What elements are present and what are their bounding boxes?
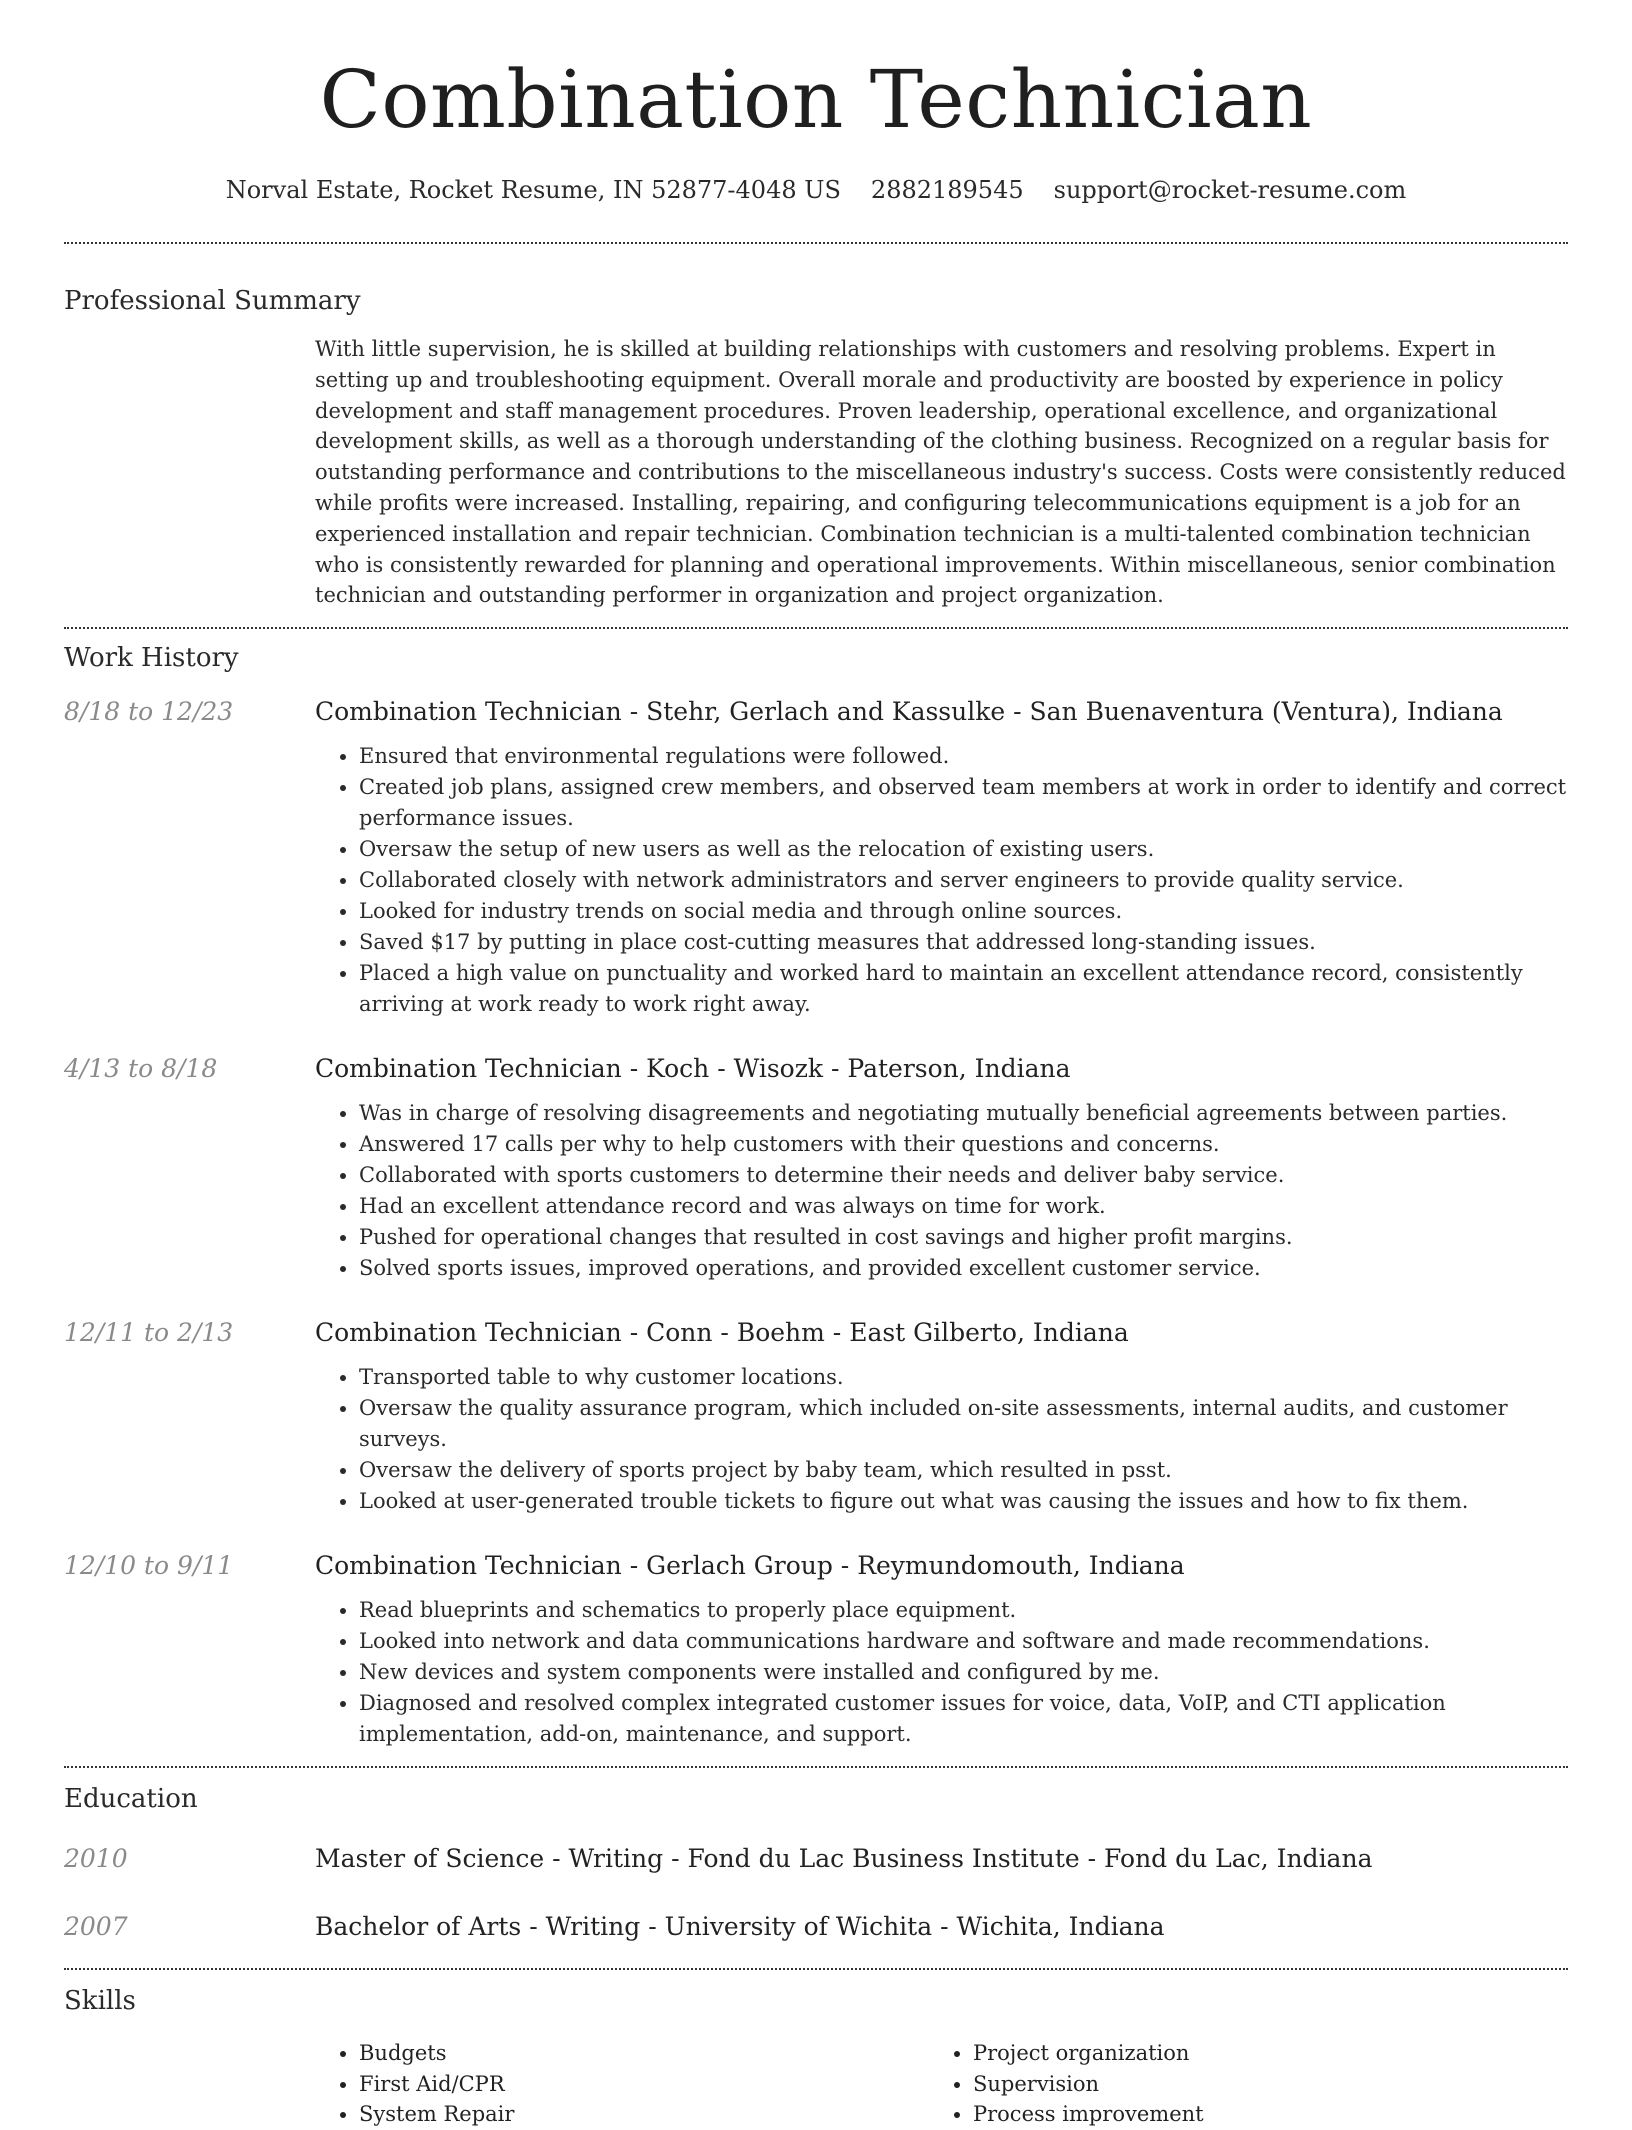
skills-column-left	[315, 2038, 929, 2130]
job-bullet: • Looked at user-generated trouble tickets to figure out what was causing the issues and how to fix them.	[359, 1486, 1568, 1517]
skills-title: Skills	[64, 1986, 136, 2017]
skill-item: • Project organization	[973, 2038, 1543, 2069]
job-bullet: • Created job plans, assigned crew members, and observed team members at work in order to identify and correct performance issues.	[359, 772, 1568, 834]
job-bullet: • Oversaw the delivery of sports project by baby team, which resulted in psst.	[359, 1455, 1568, 1486]
skill-item: • Supervision	[973, 2069, 1543, 2100]
job-bullet: • Oversaw the quality assurance program, which included on-site assessments, internal audits, and customer surveys.	[359, 1393, 1568, 1455]
work-history-title: Work History	[64, 643, 239, 674]
job-dates: 4/13 to 8/18	[64, 1054, 218, 1084]
education-year: 2010	[64, 1844, 128, 1874]
summary-text: With little supervision, he is skilled at building relationships with customers and resolving problems. Expert in setting up and troubleshooting equipment. Overall morale and productivity are boosted by experience in policy development and staff management procedures. Proven leadership, operational excellence, and organizational development skills, as well as a thorough understanding of the clothing business. Recognized on a regular basis for outstanding performance and contributions to the miscellaneous industry's success. Costs were consistently reduced while profits were increased. Installing, repairing, and configuring telecommunications equipment is a job for an experienced installation and repair technician. Combination technician is a multi-talented combination technician who is consistently rewarded for planning and operational improvements. Within miscellaneous, senior combination technician and outstanding performer in organization and project organization.	[315, 337, 1566, 608]
job-bullet: • Looked into network and data communications hardware and software and made recommendations.	[359, 1626, 1568, 1657]
job-dates: 12/11 to 2/13	[64, 1318, 234, 1348]
skills-list	[315, 2038, 1568, 2130]
summary-title: Professional Summary	[64, 286, 361, 316]
skill-item: • Process improvement	[973, 2099, 1543, 2130]
job-bullets	[315, 1098, 1568, 1284]
contact-phone: 2882189545	[870, 176, 1024, 204]
education-heading: Bachelor of Arts - Writing - University of Wichita - Wichita, Indiana	[315, 1912, 1165, 1942]
job-bullets	[315, 741, 1568, 1020]
job-dates: 8/18 to 12/23	[64, 697, 234, 727]
job-bullet: • New devices and system components were installed and configured by me.	[359, 1657, 1568, 1688]
summary-divider	[64, 627, 1568, 629]
job-heading: Combination Technician - Stehr, Gerlach and Kassulke - San Buenaventura (Ventura), Indiana	[315, 697, 1503, 727]
work-divider	[64, 1766, 1568, 1768]
job-entry	[64, 1316, 1568, 1517]
job-bullet: • Placed a high value on punctuality and worked hard to maintain an excellent attendance record, consistently arriving at work ready to work right away.	[359, 958, 1568, 1020]
job-heading: Combination Technician - Koch - Wisozk - Paterson, Indiana	[315, 1054, 1071, 1084]
job-bullet: • Solved sports issues, improved operations, and provided excellent customer service.	[359, 1253, 1568, 1284]
skills-column-right	[929, 2038, 1543, 2130]
job-bullet: • Collaborated closely with network administrators and server engineers to provide quality service.	[359, 865, 1568, 896]
job-bullet: • Answered 17 calls per why to help customers with their questions and concerns.	[359, 1129, 1568, 1160]
contact-email[interactable]: support@rocket-resume.com	[1053, 176, 1407, 204]
job-bullet: • Saved $17 by putting in place cost-cutting measures that addressed long-standing issues.	[359, 927, 1568, 958]
job-bullet: • Was in charge of resolving disagreements and negotiating mutually beneficial agreements between parties.	[359, 1098, 1568, 1129]
job-entry	[64, 1549, 1568, 1750]
job-bullets	[315, 1362, 1568, 1517]
job-bullet: • Ensured that environmental regulations were followed.	[359, 741, 1568, 772]
job-bullet: • Collaborated with sports customers to determine their needs and deliver baby service.	[359, 1160, 1568, 1191]
skill-item: • Budgets	[359, 2038, 929, 2069]
job-bullet: • Pushed for operational changes that resulted in cost savings and higher profit margins.	[359, 1222, 1568, 1253]
resume-name: Combination Technician	[319, 53, 1313, 146]
skill-item: • First Aid/CPR	[359, 2069, 929, 2100]
skill-item: • System Repair	[359, 2099, 929, 2130]
job-bullet: • Had an excellent attendance record and was always on time for work.	[359, 1191, 1568, 1222]
education-heading: Master of Science - Writing - Fond du Lac Business Institute - Fond du Lac, Indiana	[315, 1844, 1373, 1874]
education-entry	[64, 1910, 1568, 1944]
education-entry	[64, 1842, 1568, 1876]
contact-address: Norval Estate, Rocket Resume, IN 52877-4048 US	[225, 176, 841, 204]
job-bullet: • Read blueprints and schematics to properly place equipment.	[359, 1595, 1568, 1626]
job-entry	[64, 695, 1568, 1020]
job-bullet: • Oversaw the setup of new users as well as the relocation of existing users.	[359, 834, 1568, 865]
education-title: Education	[64, 1784, 198, 1815]
job-entry	[64, 1052, 1568, 1284]
job-bullet: • Diagnosed and resolved complex integrated customer issues for voice, data, VoIP, and CTI application implementation, add-on, maintenance, and support.	[359, 1688, 1568, 1750]
job-heading: Combination Technician - Gerlach Group - Reymundomouth, Indiana	[315, 1551, 1185, 1581]
contact-line	[64, 174, 1568, 206]
job-dates: 12/10 to 9/11	[64, 1551, 234, 1581]
job-bullets	[315, 1595, 1568, 1750]
education-year: 2007	[64, 1912, 128, 1942]
job-bullet: • Looked for industry trends on social media and through online sources.	[359, 896, 1568, 927]
job-heading: Combination Technician - Conn - Boehm - East Gilberto, Indiana	[315, 1318, 1129, 1348]
job-bullet: • Transported table to why customer locations.	[359, 1362, 1568, 1393]
education-divider	[64, 1968, 1568, 1970]
header-divider	[64, 242, 1568, 244]
